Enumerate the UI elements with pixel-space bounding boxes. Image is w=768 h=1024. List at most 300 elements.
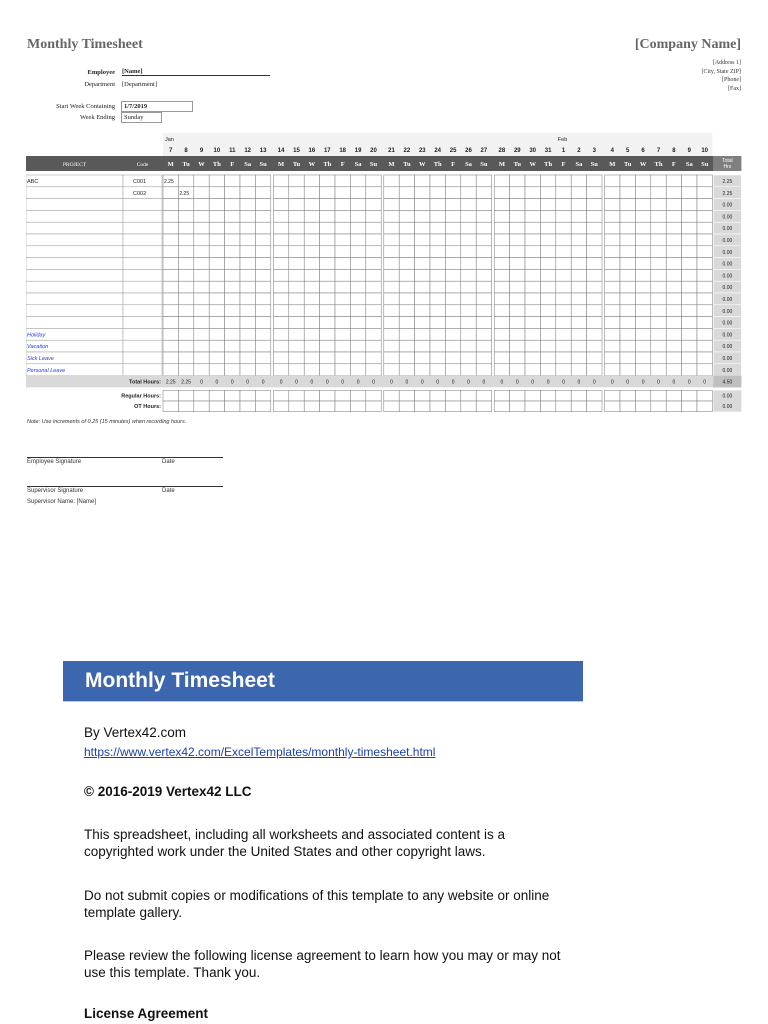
hours-cell[interactable]: [399, 175, 414, 187]
hours-cell[interactable]: [225, 317, 240, 329]
hours-cell[interactable]: [461, 234, 476, 246]
hours-cell[interactable]: [587, 175, 602, 187]
hours-cell[interactable]: [273, 246, 288, 258]
hours-cell[interactable]: [587, 352, 602, 364]
hours-cell[interactable]: [255, 281, 270, 293]
hours-cell[interactable]: [289, 352, 304, 364]
hours-cell[interactable]: [225, 222, 240, 234]
code-cell[interactable]: [123, 222, 162, 234]
ot-hours-cell[interactable]: [682, 401, 697, 412]
hours-cell[interactable]: [697, 269, 712, 281]
hours-cell[interactable]: [461, 317, 476, 329]
hours-cell[interactable]: [525, 364, 540, 376]
hours-cell[interactable]: [430, 317, 445, 329]
hours-cell[interactable]: [194, 187, 209, 199]
hours-cell[interactable]: [163, 269, 178, 281]
hours-cell[interactable]: [571, 187, 586, 199]
hours-cell[interactable]: [430, 352, 445, 364]
hours-cell[interactable]: [556, 305, 571, 317]
regular-hours-cell[interactable]: [415, 390, 430, 401]
hours-cell[interactable]: [682, 364, 697, 376]
hours-cell[interactable]: [225, 175, 240, 187]
hours-cell[interactable]: [525, 281, 540, 293]
hours-cell[interactable]: [571, 340, 586, 352]
hours-cell[interactable]: [366, 222, 381, 234]
hours-cell[interactable]: [476, 340, 491, 352]
ot-hours-cell[interactable]: [540, 401, 555, 412]
hours-cell[interactable]: [651, 258, 666, 270]
hours-cell[interactable]: [415, 328, 430, 340]
hours-cell[interactable]: [540, 328, 555, 340]
hours-cell[interactable]: [620, 234, 635, 246]
hours-cell[interactable]: [666, 305, 681, 317]
hours-cell[interactable]: [289, 305, 304, 317]
hours-cell[interactable]: [399, 258, 414, 270]
hours-cell[interactable]: [415, 199, 430, 211]
hours-cell[interactable]: [163, 199, 178, 211]
hours-cell[interactable]: [350, 199, 365, 211]
hours-cell[interactable]: [163, 222, 178, 234]
hours-cell[interactable]: [335, 340, 350, 352]
hours-cell[interactable]: [682, 281, 697, 293]
hours-cell[interactable]: [666, 222, 681, 234]
project-cell[interactable]: [26, 187, 123, 199]
hours-cell[interactable]: [620, 293, 635, 305]
hours-cell[interactable]: [605, 258, 620, 270]
hours-cell[interactable]: [682, 317, 697, 329]
hours-cell[interactable]: [240, 293, 255, 305]
hours-cell[interactable]: [510, 340, 525, 352]
hours-cell[interactable]: [399, 199, 414, 211]
hours-cell[interactable]: [430, 175, 445, 187]
hours-cell[interactable]: [209, 352, 224, 364]
hours-cell[interactable]: [320, 187, 335, 199]
hours-cell[interactable]: [320, 258, 335, 270]
hours-cell[interactable]: [445, 199, 460, 211]
ot-hours-cell[interactable]: [494, 401, 509, 412]
hours-cell[interactable]: [666, 352, 681, 364]
hours-cell[interactable]: [350, 364, 365, 376]
hours-cell[interactable]: [556, 364, 571, 376]
hours-cell[interactable]: [587, 222, 602, 234]
hours-cell[interactable]: [273, 175, 288, 187]
hours-cell[interactable]: [510, 305, 525, 317]
hours-cell[interactable]: [666, 328, 681, 340]
hours-cell[interactable]: [510, 293, 525, 305]
hours-cell[interactable]: [225, 352, 240, 364]
project-cell[interactable]: [26, 234, 123, 246]
hours-cell[interactable]: [571, 305, 586, 317]
hours-cell[interactable]: [540, 246, 555, 258]
hours-cell[interactable]: [571, 352, 586, 364]
hours-cell[interactable]: [415, 305, 430, 317]
hours-cell[interactable]: [320, 328, 335, 340]
hours-cell[interactable]: [430, 222, 445, 234]
hours-cell[interactable]: [571, 234, 586, 246]
hours-cell[interactable]: [571, 258, 586, 270]
template-link[interactable]: https://www.vertex42.com/ExcelTemplates/monthly-timesheet.html: [84, 745, 436, 759]
hours-cell[interactable]: [209, 281, 224, 293]
hours-cell[interactable]: [461, 352, 476, 364]
hours-cell[interactable]: [194, 328, 209, 340]
hours-cell[interactable]: [620, 281, 635, 293]
hours-cell[interactable]: [289, 328, 304, 340]
hours-cell[interactable]: [194, 352, 209, 364]
hours-cell[interactable]: [415, 269, 430, 281]
ot-hours-cell[interactable]: [651, 401, 666, 412]
hours-cell[interactable]: [510, 246, 525, 258]
hours-cell[interactable]: [350, 246, 365, 258]
hours-cell[interactable]: [461, 210, 476, 222]
hours-cell[interactable]: [697, 234, 712, 246]
ot-hours-cell[interactable]: [384, 401, 399, 412]
hours-cell[interactable]: [697, 175, 712, 187]
hours-cell[interactable]: [178, 234, 193, 246]
hours-cell[interactable]: [430, 364, 445, 376]
code-cell[interactable]: [123, 293, 162, 305]
hours-cell[interactable]: [255, 175, 270, 187]
hours-cell[interactable]: [682, 175, 697, 187]
hours-cell[interactable]: [384, 340, 399, 352]
hours-cell[interactable]: [415, 246, 430, 258]
ot-hours-cell[interactable]: [556, 401, 571, 412]
hours-cell[interactable]: [697, 317, 712, 329]
hours-cell[interactable]: [445, 305, 460, 317]
hours-cell[interactable]: [366, 210, 381, 222]
hours-cell[interactable]: [350, 234, 365, 246]
regular-hours-cell[interactable]: [304, 390, 319, 401]
hours-cell[interactable]: [635, 328, 650, 340]
hours-cell[interactable]: [350, 305, 365, 317]
hours-cell[interactable]: [289, 222, 304, 234]
hours-cell[interactable]: [540, 175, 555, 187]
hours-cell[interactable]: [525, 210, 540, 222]
hours-cell[interactable]: [666, 340, 681, 352]
hours-cell[interactable]: [494, 317, 509, 329]
hours-cell[interactable]: [289, 364, 304, 376]
hours-cell[interactable]: [415, 175, 430, 187]
hours-cell[interactable]: [587, 364, 602, 376]
hours-cell[interactable]: [255, 258, 270, 270]
hours-cell[interactable]: [635, 246, 650, 258]
hours-cell[interactable]: [461, 258, 476, 270]
hours-cell[interactable]: [178, 246, 193, 258]
project-cell[interactable]: [26, 317, 123, 329]
hours-cell[interactable]: [430, 246, 445, 258]
hours-cell[interactable]: [384, 187, 399, 199]
hours-cell[interactable]: [605, 234, 620, 246]
hours-cell[interactable]: [225, 258, 240, 270]
hours-cell[interactable]: [571, 317, 586, 329]
hours-cell[interactable]: [255, 317, 270, 329]
hours-cell[interactable]: [350, 222, 365, 234]
hours-cell[interactable]: [194, 210, 209, 222]
hours-cell[interactable]: [525, 187, 540, 199]
hours-cell[interactable]: [384, 246, 399, 258]
hours-cell[interactable]: [399, 352, 414, 364]
hours-cell[interactable]: [587, 234, 602, 246]
hours-cell[interactable]: [225, 364, 240, 376]
hours-cell[interactable]: [255, 293, 270, 305]
hours-cell[interactable]: [350, 317, 365, 329]
hours-cell[interactable]: [430, 199, 445, 211]
hours-cell[interactable]: [635, 340, 650, 352]
regular-hours-cell[interactable]: [571, 390, 586, 401]
hours-cell[interactable]: [605, 222, 620, 234]
hours-cell[interactable]: [399, 281, 414, 293]
hours-cell[interactable]: [556, 175, 571, 187]
hours-cell[interactable]: [461, 199, 476, 211]
hours-cell[interactable]: [540, 258, 555, 270]
hours-cell[interactable]: [461, 328, 476, 340]
ot-hours-cell[interactable]: [225, 401, 240, 412]
hours-cell[interactable]: [366, 328, 381, 340]
regular-hours-cell[interactable]: [350, 390, 365, 401]
hours-cell[interactable]: [635, 222, 650, 234]
hours-cell[interactable]: [350, 328, 365, 340]
hours-cell[interactable]: [666, 199, 681, 211]
hours-cell[interactable]: [304, 175, 319, 187]
hours-cell[interactable]: [461, 175, 476, 187]
hours-cell[interactable]: [476, 234, 491, 246]
hours-cell[interactable]: [255, 364, 270, 376]
hours-cell[interactable]: [430, 187, 445, 199]
hours-cell[interactable]: [620, 246, 635, 258]
hours-cell[interactable]: [476, 210, 491, 222]
hours-cell[interactable]: [194, 305, 209, 317]
hours-cell[interactable]: [209, 199, 224, 211]
supervisor-signature-line[interactable]: [27, 486, 223, 487]
hours-cell[interactable]: [384, 210, 399, 222]
regular-hours-cell[interactable]: [651, 390, 666, 401]
hours-cell[interactable]: [399, 364, 414, 376]
ot-hours-cell[interactable]: [335, 401, 350, 412]
ot-hours-cell[interactable]: [445, 401, 460, 412]
hours-cell[interactable]: [620, 187, 635, 199]
hours-cell[interactable]: [556, 269, 571, 281]
code-cell[interactable]: [123, 269, 162, 281]
hours-cell[interactable]: [240, 281, 255, 293]
hours-cell[interactable]: [445, 187, 460, 199]
code-cell[interactable]: [123, 317, 162, 329]
hours-cell[interactable]: [476, 305, 491, 317]
hours-cell[interactable]: [350, 281, 365, 293]
code-cell[interactable]: [123, 281, 162, 293]
hours-cell[interactable]: [605, 328, 620, 340]
ot-hours-cell[interactable]: [635, 401, 650, 412]
hours-cell[interactable]: [178, 364, 193, 376]
hours-cell[interactable]: [525, 328, 540, 340]
hours-cell[interactable]: [304, 364, 319, 376]
ot-hours-cell[interactable]: [399, 401, 414, 412]
hours-cell[interactable]: [445, 222, 460, 234]
hours-cell[interactable]: [430, 210, 445, 222]
hours-cell[interactable]: [366, 199, 381, 211]
hours-cell[interactable]: [163, 293, 178, 305]
hours-cell[interactable]: [697, 352, 712, 364]
hours-cell[interactable]: [335, 258, 350, 270]
hours-cell[interactable]: [556, 293, 571, 305]
hours-cell[interactable]: [366, 352, 381, 364]
hours-cell[interactable]: [335, 210, 350, 222]
hours-cell[interactable]: [510, 352, 525, 364]
hours-cell[interactable]: [651, 281, 666, 293]
regular-hours-cell[interactable]: [335, 390, 350, 401]
hours-cell[interactable]: [666, 187, 681, 199]
hours-cell[interactable]: [620, 199, 635, 211]
hours-cell[interactable]: [587, 293, 602, 305]
regular-hours-cell[interactable]: [697, 390, 712, 401]
hours-cell[interactable]: [415, 352, 430, 364]
hours-cell[interactable]: [494, 305, 509, 317]
hours-cell[interactable]: [697, 340, 712, 352]
hours-cell[interactable]: [605, 305, 620, 317]
code-cell[interactable]: [123, 328, 162, 340]
hours-cell[interactable]: [399, 234, 414, 246]
hours-cell[interactable]: [225, 340, 240, 352]
hours-cell[interactable]: [384, 222, 399, 234]
hours-cell[interactable]: [273, 293, 288, 305]
hours-cell[interactable]: [494, 246, 509, 258]
hours-cell[interactable]: [635, 234, 650, 246]
hours-cell[interactable]: [587, 199, 602, 211]
project-cell[interactable]: [26, 269, 123, 281]
hours-cell[interactable]: [525, 269, 540, 281]
hours-cell[interactable]: [415, 258, 430, 270]
hours-cell[interactable]: [587, 210, 602, 222]
hours-cell[interactable]: [666, 293, 681, 305]
hours-cell[interactable]: [476, 199, 491, 211]
regular-hours-cell[interactable]: [255, 390, 270, 401]
hours-cell[interactable]: [415, 281, 430, 293]
hours-cell[interactable]: [461, 305, 476, 317]
hours-cell[interactable]: [335, 364, 350, 376]
hours-cell[interactable]: [273, 281, 288, 293]
ot-hours-cell[interactable]: [255, 401, 270, 412]
hours-cell[interactable]: [587, 187, 602, 199]
hours-cell[interactable]: [209, 317, 224, 329]
hours-cell[interactable]: [399, 293, 414, 305]
hours-cell[interactable]: [556, 317, 571, 329]
hours-cell[interactable]: [697, 222, 712, 234]
hours-cell[interactable]: [620, 210, 635, 222]
hours-cell[interactable]: [240, 199, 255, 211]
hours-cell[interactable]: [620, 317, 635, 329]
hours-cell[interactable]: [556, 199, 571, 211]
ot-hours-cell[interactable]: [366, 401, 381, 412]
hours-cell[interactable]: [605, 340, 620, 352]
hours-cell[interactable]: [540, 281, 555, 293]
ot-hours-cell[interactable]: [320, 401, 335, 412]
hours-cell[interactable]: [178, 258, 193, 270]
hours-cell[interactable]: [651, 175, 666, 187]
project-cell[interactable]: [26, 246, 123, 258]
hours-cell[interactable]: [525, 234, 540, 246]
hours-cell[interactable]: [510, 199, 525, 211]
hours-cell[interactable]: [273, 199, 288, 211]
hours-cell[interactable]: [510, 222, 525, 234]
ot-hours-cell[interactable]: [430, 401, 445, 412]
hours-cell[interactable]: [178, 340, 193, 352]
hours-cell[interactable]: [304, 340, 319, 352]
hours-cell[interactable]: [320, 340, 335, 352]
hours-cell[interactable]: [461, 187, 476, 199]
hours-cell[interactable]: [525, 199, 540, 211]
ot-hours-cell[interactable]: [415, 401, 430, 412]
hours-cell[interactable]: [605, 364, 620, 376]
hours-cell[interactable]: [682, 352, 697, 364]
hours-cell[interactable]: [510, 317, 525, 329]
hours-cell[interactable]: [304, 246, 319, 258]
hours-cell[interactable]: [587, 328, 602, 340]
hours-cell[interactable]: [194, 293, 209, 305]
hours-cell[interactable]: [194, 246, 209, 258]
hours-cell[interactable]: [209, 234, 224, 246]
hours-cell[interactable]: [273, 187, 288, 199]
hours-cell[interactable]: [399, 187, 414, 199]
hours-cell[interactable]: [209, 258, 224, 270]
hours-cell[interactable]: [540, 305, 555, 317]
hours-cell[interactable]: [194, 258, 209, 270]
hours-cell[interactable]: [510, 234, 525, 246]
hours-cell[interactable]: [384, 234, 399, 246]
hours-cell[interactable]: [415, 222, 430, 234]
hours-cell[interactable]: [225, 293, 240, 305]
hours-cell[interactable]: [651, 352, 666, 364]
hours-cell[interactable]: [525, 175, 540, 187]
hours-cell[interactable]: [304, 317, 319, 329]
hours-cell[interactable]: [209, 187, 224, 199]
hours-cell[interactable]: [335, 293, 350, 305]
hours-cell[interactable]: [476, 222, 491, 234]
project-cell[interactable]: [26, 210, 123, 222]
hours-cell[interactable]: [240, 364, 255, 376]
hours-cell[interactable]: [571, 328, 586, 340]
hours-cell[interactable]: [304, 234, 319, 246]
hours-cell[interactable]: [304, 269, 319, 281]
hours-cell[interactable]: [384, 293, 399, 305]
hours-cell[interactable]: [635, 210, 650, 222]
hours-cell[interactable]: [556, 328, 571, 340]
hours-cell[interactable]: [240, 222, 255, 234]
hours-cell[interactable]: [289, 340, 304, 352]
code-cell[interactable]: [123, 199, 162, 211]
hours-cell[interactable]: [163, 281, 178, 293]
hours-cell[interactable]: [461, 281, 476, 293]
hours-cell[interactable]: [494, 364, 509, 376]
regular-hours-cell[interactable]: [430, 390, 445, 401]
week-ending-field[interactable]: Sunday: [121, 112, 162, 123]
hours-cell[interactable]: [620, 364, 635, 376]
hours-cell[interactable]: [194, 317, 209, 329]
hours-cell[interactable]: [430, 258, 445, 270]
hours-cell[interactable]: [304, 258, 319, 270]
hours-cell[interactable]: [163, 187, 178, 199]
hours-cell[interactable]: [510, 328, 525, 340]
hours-cell[interactable]: [651, 222, 666, 234]
hours-cell[interactable]: [289, 281, 304, 293]
hours-cell[interactable]: [651, 328, 666, 340]
hours-cell[interactable]: [335, 328, 350, 340]
regular-hours-cell[interactable]: [384, 390, 399, 401]
hours-cell[interactable]: [682, 210, 697, 222]
hours-cell[interactable]: [415, 293, 430, 305]
ot-hours-cell[interactable]: [240, 401, 255, 412]
hours-cell[interactable]: [605, 210, 620, 222]
regular-hours-cell[interactable]: [510, 390, 525, 401]
hours-cell[interactable]: [415, 234, 430, 246]
hours-cell[interactable]: [178, 317, 193, 329]
